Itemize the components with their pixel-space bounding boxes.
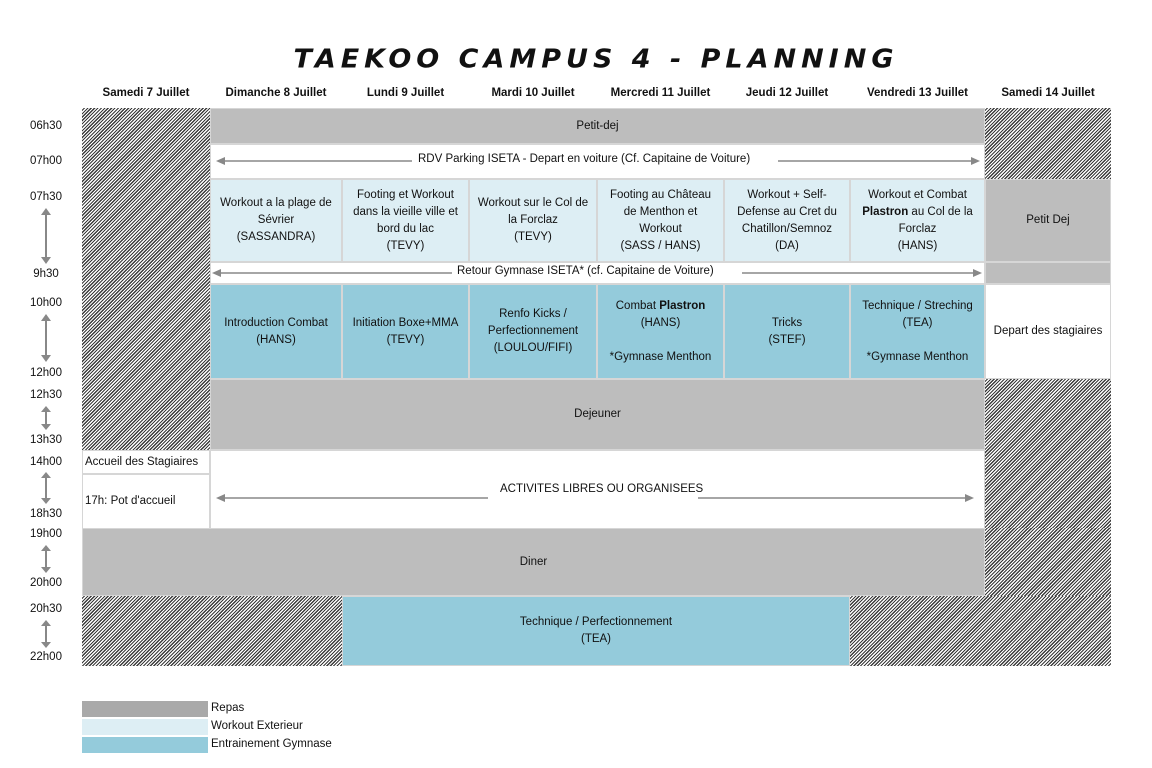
day-header: Samedi 14 Juillet xyxy=(1001,87,1095,99)
workout-block xyxy=(469,179,597,262)
session-leader: (TEVY) xyxy=(386,239,425,252)
unavailable-block xyxy=(82,108,210,450)
breakfast-block: Petit-dej xyxy=(210,108,985,144)
session-title xyxy=(616,298,706,315)
day-header: Dimanche 8 Juillet xyxy=(225,87,327,99)
text-part: Workout et Combat xyxy=(868,188,967,201)
gym-session-block xyxy=(469,284,597,379)
session-note: *Gymnase Menthon xyxy=(609,350,712,363)
session-leader: (DA) xyxy=(775,239,799,252)
workout-block xyxy=(597,179,724,262)
text-part: Combat xyxy=(615,299,657,312)
session-title: Renfo Kicks / Perfectionnement xyxy=(487,308,579,337)
time-label: 12h30 xyxy=(30,389,62,401)
session-leader: (HANS) xyxy=(640,316,681,329)
session-title: Initiation Boxe+MMA xyxy=(352,316,459,329)
session-title: Technique / Perfectionnement xyxy=(519,616,673,628)
session-note: *Gymnase Menthon xyxy=(866,350,969,363)
time-label: 07h00 xyxy=(30,155,62,167)
day-header: Mardi 10 Juillet xyxy=(491,87,575,99)
double-arrow-icon xyxy=(40,545,52,573)
session-leader: (LOULOU/FIFI) xyxy=(493,342,573,354)
gym-session-block xyxy=(850,284,985,379)
free-activities-label: ACTIVITES LIBRES OU ORGANISEES xyxy=(500,483,704,495)
legend-swatch-workout xyxy=(82,719,208,735)
time-label: 20h00 xyxy=(30,577,62,589)
time-label: 06h30 xyxy=(30,120,62,132)
double-arrow-icon xyxy=(40,208,52,264)
dinner-block: Diner xyxy=(82,528,985,596)
workout-block xyxy=(342,179,469,262)
session-leader: (TEVY) xyxy=(514,231,552,243)
welcome-block: Accueil des Stagiaires xyxy=(82,450,210,474)
evening-session-block xyxy=(342,596,850,666)
unavailable-block xyxy=(850,596,1111,666)
legend-label: Entrainement Gymnase xyxy=(211,738,332,750)
gym-session-block xyxy=(210,284,342,379)
session-title xyxy=(857,187,978,238)
time-label: 12h00 xyxy=(30,367,62,379)
session-title: Workout a la plage de Sévrier xyxy=(220,197,332,226)
text-bold: Plastron xyxy=(862,205,909,218)
unavailable-block xyxy=(985,379,1111,529)
day-header: Mercredi 11 Juillet xyxy=(610,87,711,99)
session-leader: (HANS) xyxy=(256,333,296,346)
workout-block xyxy=(210,179,342,262)
double-arrow-icon xyxy=(40,472,52,504)
time-label: 10h00 xyxy=(30,297,62,309)
unavailable-block xyxy=(82,596,342,666)
time-label: 19h00 xyxy=(30,528,62,540)
breakfast-saturday-block xyxy=(985,262,1111,284)
time-label: 20h30 xyxy=(30,603,62,615)
session-title: Introduction Combat xyxy=(224,316,328,329)
legend-label: Repas xyxy=(211,702,245,714)
time-label: 9h30 xyxy=(33,268,59,280)
session-title: Footing et Workout dans la vieille ville et bord du lac xyxy=(353,188,458,235)
session-leader: (SASS / HANS) xyxy=(620,239,701,252)
time-label: 13h30 xyxy=(30,434,62,446)
time-label: 22h00 xyxy=(30,651,62,663)
page-title: TAEKOO CAMPUS 4 - PLANNING xyxy=(293,44,899,75)
double-arrow-icon xyxy=(40,406,52,430)
time-label: 07h30 xyxy=(30,191,62,203)
day-header: Samedi 7 Juillet xyxy=(102,87,190,99)
time-label: 18h30 xyxy=(30,508,62,520)
day-header: Vendredi 13 Juillet xyxy=(867,87,968,99)
unavailable-block xyxy=(985,528,1111,596)
gym-session-block xyxy=(342,284,469,379)
session-title: Workout sur le Col de la Forclaz xyxy=(477,197,589,226)
gym-session-block xyxy=(597,284,724,379)
session-title: Technique / Streching xyxy=(862,299,973,312)
day-header: Jeudi 12 Juillet xyxy=(745,87,829,99)
session-leader: (HANS) xyxy=(897,239,938,252)
gym-session-block xyxy=(724,284,850,379)
rdv-label: RDV Parking ISETA - Depart en voiture (Cf. Capitaine de Voiture) xyxy=(418,153,751,165)
legend-swatch-gymnase xyxy=(82,737,208,753)
retour-label: Retour Gymnase ISETA* (cf. Capitaine de Voiture) xyxy=(457,265,714,277)
departure-block: Depart des stagiaires xyxy=(985,284,1111,379)
session-title: Workout + Self-Defense au Cret du Chatillon/Semnoz xyxy=(737,188,837,235)
session-leader: (TEA) xyxy=(902,316,933,329)
double-arrow-icon xyxy=(40,620,52,648)
lunch-block: Dejeuner xyxy=(210,379,985,450)
workout-block xyxy=(724,179,850,262)
double-arrow-icon xyxy=(40,314,52,362)
text-bold: Plastron xyxy=(659,299,706,312)
session-leader: (SASSANDRA) xyxy=(236,231,316,243)
text-part: au Col de la Forclaz xyxy=(898,205,973,235)
day-header: Lundi 9 Juillet xyxy=(366,87,445,99)
session-leader: (STEF) xyxy=(768,333,806,346)
workout-block xyxy=(850,179,985,262)
session-title: Tricks xyxy=(771,316,803,329)
unavailable-block xyxy=(985,108,1111,179)
session-leader: (TEA) xyxy=(580,633,612,645)
session-title: Footing au Château de Menthon et Workout xyxy=(609,188,712,235)
legend-label: Workout Exterieur xyxy=(211,720,303,732)
legend-swatch-repas xyxy=(82,701,208,717)
breakfast-saturday-block: Petit Dej xyxy=(985,179,1111,262)
time-label: 14h00 xyxy=(30,456,62,468)
welcome-drink-block: 17h: Pot d'accueil xyxy=(82,474,210,529)
session-leader: (TEVY) xyxy=(386,333,425,346)
